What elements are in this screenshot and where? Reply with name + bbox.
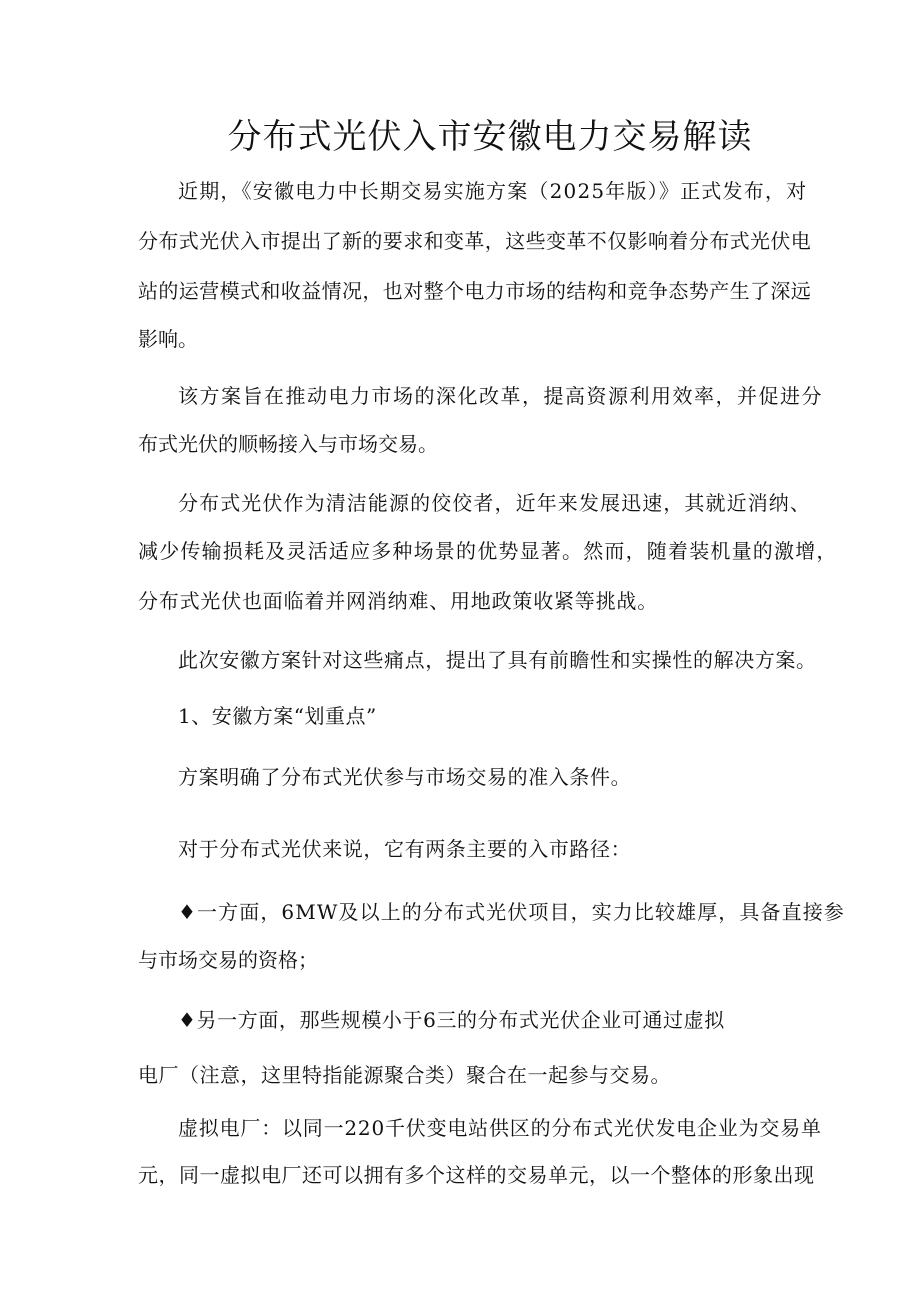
paragraph-line: 元，同一虚拟电厂还可以拥有多个这样的交易单元，以一个整体的形象出现 xyxy=(138,1163,815,1187)
paragraph-line: 分布式光伏也面临着并网消纳难、用地政策收紧等挑战。 xyxy=(138,589,658,613)
list-item-line: 与市场交易的资格； xyxy=(138,948,318,972)
paragraph-line: 对于分布式光伏来说，它有两条主要的入市路径： xyxy=(178,837,632,861)
paragraph-line: 减少传输损耗及灵活适应多种场景的优势显著。然而，随着装机量的激增， xyxy=(138,539,838,563)
paragraph-line: 站的运营模式和收益情况，也对整个电力市场的结构和竞争态势产生了深远 xyxy=(138,279,812,303)
list-item-line: ♦一方面，6MW及以上的分布式光伏项目，实力比较雄厚，具备直接参 xyxy=(178,900,845,924)
section-heading: 1、安徽方案“划重点” xyxy=(178,704,377,728)
paragraph-line: 此次安徽方案针对这些痛点，提出了具有前瞻性和实操性的解决方案。 xyxy=(178,648,817,672)
paragraph-line: 影响。 xyxy=(138,327,198,351)
paragraph-line: 方案明确了分布式光伏参与市场交易的准入条件。 xyxy=(178,765,632,789)
document-title: 分布式光伏入市安徽电力交易解读 xyxy=(227,117,753,157)
list-item-line: 电厂（注意，这里特指能源聚合类）聚合在一起参与交易。 xyxy=(138,1063,671,1087)
paragraph-line: 布式光伏的顺畅接入与市场交易。 xyxy=(138,432,438,456)
paragraph-line: 分布式光伏作为清洁能源的佼佼者，近年来发展迅速，其就近消纳、 xyxy=(178,491,811,515)
paragraph-line: 分布式光伏入市提出了新的要求和变革，这些变革不仅影响着分布式光伏电 xyxy=(138,229,812,253)
paragraph-line: 虚拟电厂：以同一220千伏变电站供区的分布式光伏发电企业为交易单 xyxy=(178,1116,822,1140)
paragraph-line: 近期，《安徽电力中长期交易实施方案（2025年版）》正式发布，对 xyxy=(178,179,808,203)
list-item-line: ♦另一方面，那些规模小于6三的分布式光伏企业可通过虚拟 xyxy=(178,1008,725,1032)
paragraph-line: 该方案旨在推动电力市场的深化改革，提高资源利用效率，并促进分 xyxy=(178,384,823,408)
